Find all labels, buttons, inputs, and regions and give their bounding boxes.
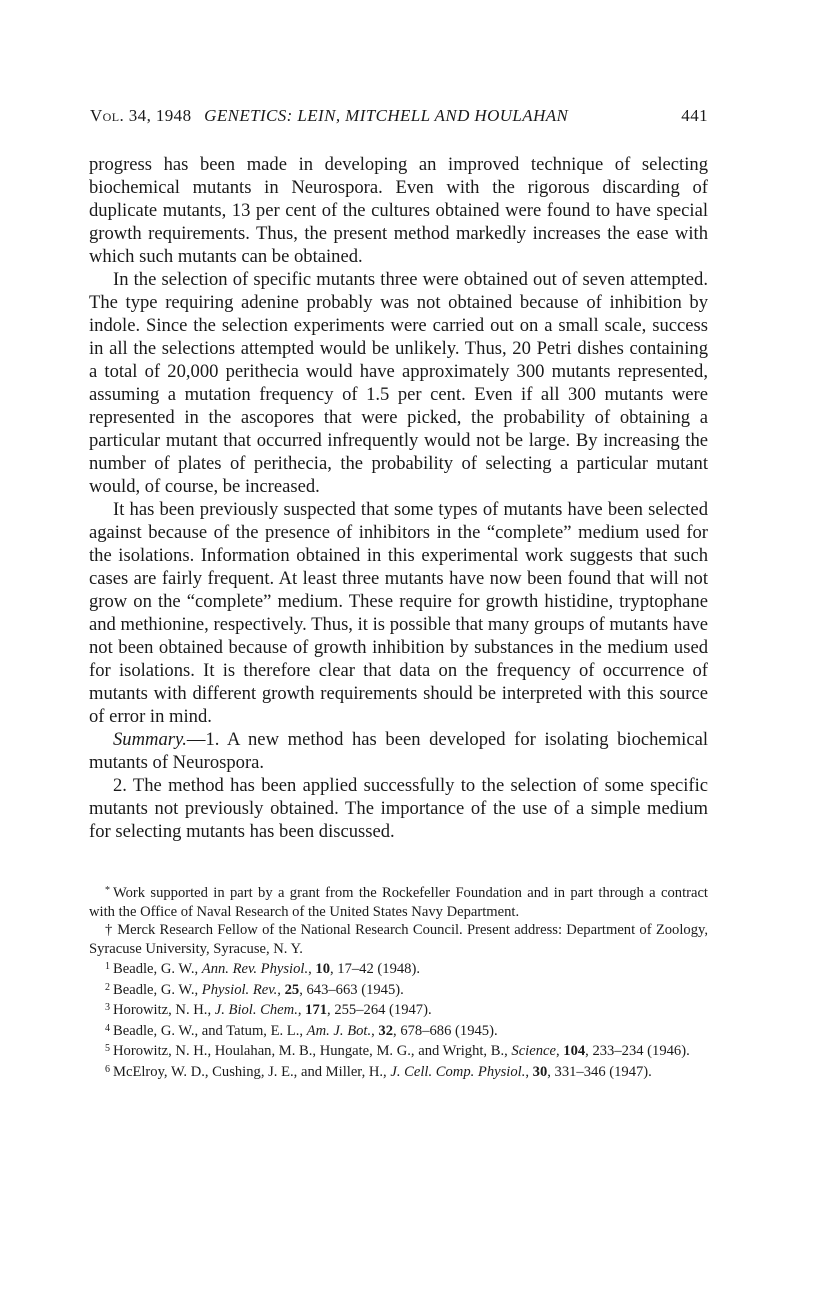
reference-number: 5 <box>105 1043 110 1054</box>
reference-number: 2 <box>105 981 110 993</box>
reference-3: $^3$ Horowitz, N. H., J. Biol. Chem., 171, 255–264 (1947). <box>105 1002 432 1018</box>
reference-volume: 171 <box>305 1002 328 1018</box>
running-head <box>90 105 708 127</box>
summary-point-1 <box>89 728 708 774</box>
footnote-text: Merck Research Fellow of the National Research Council. Present address: Department of Zoology, Syracuse University, Syracuse, N. Y. <box>89 922 708 957</box>
reference-volume: 25 <box>284 981 300 998</box>
reference-volume: 10 <box>315 961 330 977</box>
reference-volume: 104 <box>563 1043 586 1059</box>
reference-authors: Horowitz, N. H., <box>113 1002 215 1018</box>
footnote-dagger <box>89 921 708 958</box>
reference-authors: Horowitz, N. H., Houlahan, M. B., Hungate, M. G., and Wright, B., <box>113 1043 512 1059</box>
article-body <box>89 153 708 843</box>
reference-number: 4 <box>105 1022 110 1034</box>
reference-authors: Beadle, G. W., <box>113 981 202 998</box>
footnote-text: Work supported in part by a grant from the Rockefeller Foundation and in part through a contract with the Office of Naval Research of the United States Navy Department. <box>89 885 708 920</box>
reference-authors: Beadle, G. W., and Tatum, E. L., <box>113 1022 307 1039</box>
footnote-mark: † <box>105 922 113 938</box>
summary-text-1: —1. A new method has been developed for isolating biochemical mutants of Neurospora. <box>89 729 708 773</box>
reference-6: $^6$ McElroy, W. D., Cushing, J. E., and Miller, H., J. Cell. Comp. Physiol., 30, 331–346 (1947). <box>105 1063 652 1080</box>
running-title: GENETICS: LEIN, MITCHELL AND HOULAHAN <box>204 106 569 125</box>
footnote-star <box>89 882 708 921</box>
footnote-mark: * <box>105 885 110 896</box>
volume-label: Vol. 34, 1948 <box>90 106 192 125</box>
reference-volume: 32 <box>378 1022 394 1039</box>
reference-authors: Beadle, G. W., <box>113 961 202 977</box>
paragraph-continued: progress has been made in developing an improved technique of selecting biochemical mutants in Neurospora. Even with the rigorous discarding of duplicate mutants, 13 per cent of the cultures obtained were found to have special growth requirements. Thus, the present method markedly increases the ease with which such mutants can be obtained. <box>89 154 708 267</box>
reference-pages: , 17–42 (1948). <box>329 961 420 977</box>
reference-5: $^5$ Horowitz, N. H., Houlahan, M. B., Hungate, M. G., and Wright, B., Science, 104, 233–234 (1946). <box>105 1043 690 1059</box>
reference-journal: Science <box>511 1043 556 1059</box>
reference-pages: , 255–264 (1947). <box>327 1002 432 1018</box>
reference-pages: , 331–346 (1947). <box>547 1063 652 1080</box>
page-number: 441 <box>681 106 708 125</box>
reference-4: $^4$ Beadle, G. W., and Tatum, E. L., Am. J. Bot., 32, 678–686 (1945). <box>105 1022 498 1039</box>
reference-pages: , 643–663 (1945). <box>299 981 404 998</box>
reference-journal: J. Biol. Chem. <box>214 1002 298 1018</box>
reference-pages: , 678–686 (1945). <box>393 1022 498 1039</box>
reference-journal: Physiol. Rev. <box>201 981 278 998</box>
reference-authors: McElroy, W. D., Cushing, J. E., and Miller, H., <box>113 1063 391 1080</box>
reference-number: 1 <box>105 961 110 972</box>
summary-point-2: 2. The method has been applied successfully to the selection of some specific mutants not previously obtained. The importance of the use of a simple medium for selecting mutants has been discussed. <box>89 775 708 842</box>
footnotes <box>89 882 708 1081</box>
reference-journal: J. Cell. Comp. Physiol. <box>390 1063 526 1080</box>
reference-number: 6 <box>105 1063 110 1075</box>
reference-pages: , 233–234 (1946). <box>585 1043 690 1059</box>
reference-journal: Am. J. Bot. <box>306 1022 372 1039</box>
summary-label: Summary. <box>113 729 187 750</box>
reference-volume: 30 <box>532 1063 548 1080</box>
reference-journal: Ann. Rev. Physiol. <box>201 961 309 977</box>
reference-number: 3 <box>105 1002 110 1013</box>
paragraph-selection: In the selection of specific mutants three were obtained out of seven attempted. The type requiring adenine probably was not obtained because of inhibition by indole. Since the selection experiments were carried out on a small scale, success in all the selections attempted would be unlikely. Thus, 20 Petri dishes containing a total of 20,000 perithecia would have approximately 300 mutants represented, assuming a mutation frequency of 1.5 per cent. Even if all 300 mutants were represented in the ascopores that were picked, the probability of obtaining a particular mutant that occurred infrequently would not be large. By increasing the number of plates of perithecia, the probability of selecting a particular mutant would, of course, be increased. <box>89 269 708 497</box>
reference-2: $^2$ Beadle, G. W., Physiol. Rev., 25, 643–663 (1945). <box>105 981 404 998</box>
reference-1: $^1$ Beadle, G. W., Ann. Rev. Physiol., 10, 17–42 (1948). <box>105 961 420 977</box>
paragraph-inhibitors: It has been previously suspected that some types of mutants have been selected against because of the presence of inhibitors in the “complete” medium used for the isolations. Information obtained in this experimental work suggests that such cases are fairly frequent. At least three mutants have now been found that will not grow on the “complete” medium. These require for growth histidine, tryptophane and methionine, respectively. Thus, it is possible that many groups of mutants have not been obtained because of growth inhibition by substances in the medium used for isolations. It is therefore clear that data on the frequency of occurrence of mutants with different growth requirements should be interpreted with this source of error in mind. <box>89 499 708 727</box>
